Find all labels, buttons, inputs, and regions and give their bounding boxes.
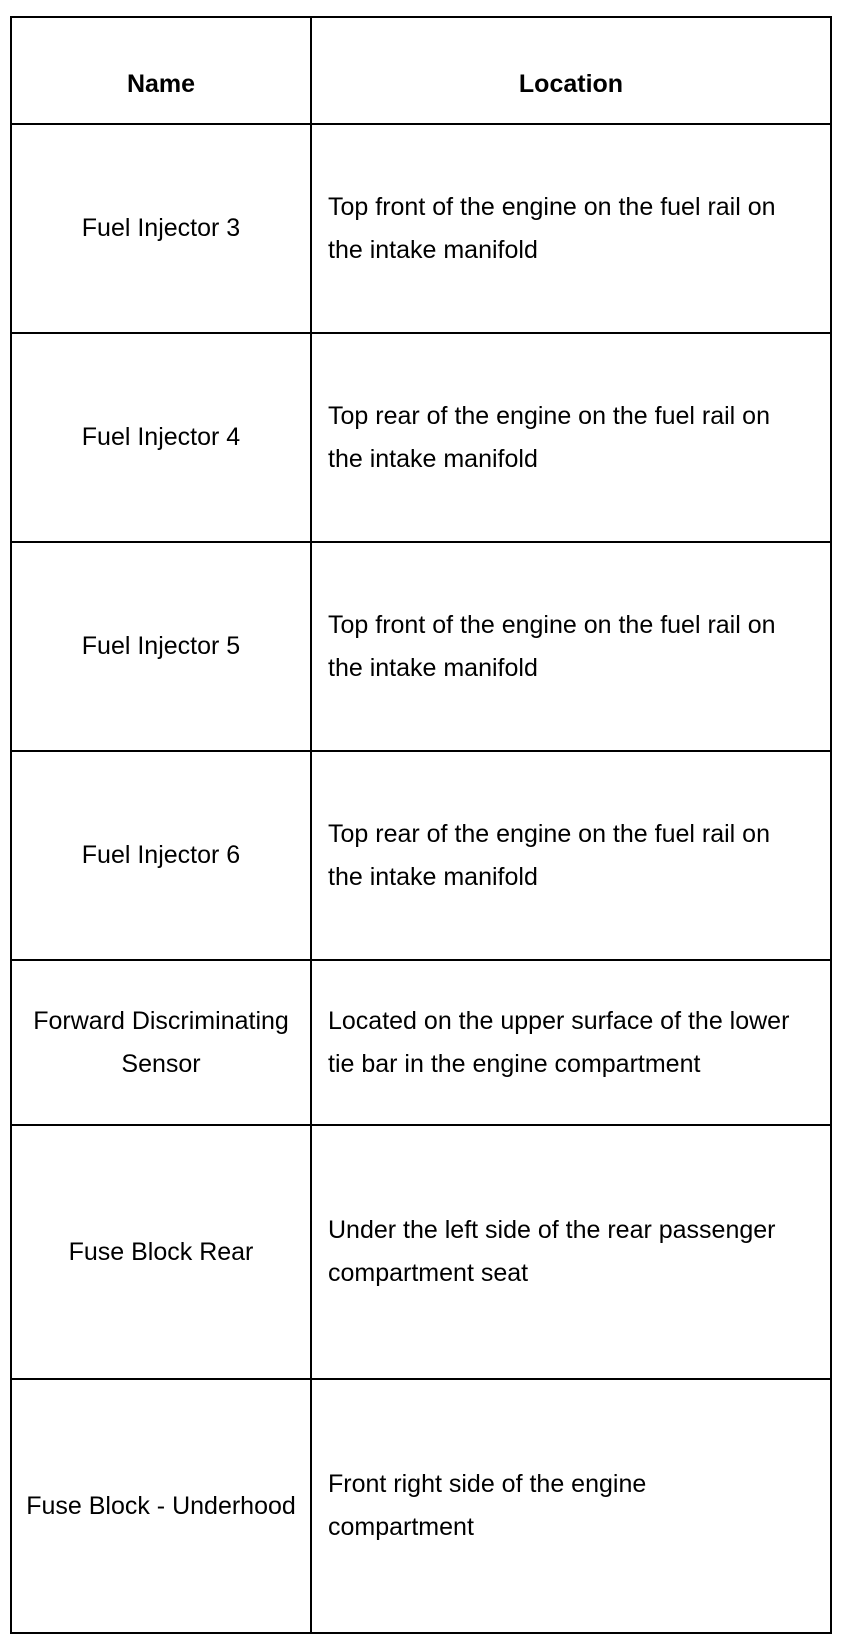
column-header-location: Location: [311, 17, 831, 124]
component-location-cell: Top front of the engine on the fuel rail on the intake manifold: [311, 124, 831, 333]
table-row: [11, 124, 831, 333]
component-location-cell: Top front of the engine on the fuel rail on the intake manifold: [311, 542, 831, 751]
component-name-cell: Forward Discriminating Sensor: [11, 960, 311, 1125]
component-name-cell: Fuel Injector 5: [11, 542, 311, 751]
table-row: [11, 751, 831, 960]
table-row: [11, 333, 831, 542]
component-location-cell: Top rear of the engine on the fuel rail on the intake manifold: [311, 333, 831, 542]
component-name-cell: Fuel Injector 4: [11, 333, 311, 542]
component-name-cell: Fuse Block Rear: [11, 1125, 311, 1379]
table-row: [11, 1125, 831, 1379]
table-row: [11, 542, 831, 751]
component-location-cell: Front right side of the engine compartment: [311, 1379, 831, 1633]
component-name-cell: Fuel Injector 6: [11, 751, 311, 960]
component-location-cell: Top rear of the engine on the fuel rail on the intake manifold: [311, 751, 831, 960]
component-location-cell: Located on the upper surface of the lower tie bar in the engine compartment: [311, 960, 831, 1125]
table-header-row: [11, 17, 831, 124]
component-name-cell: Fuse Block - Underhood: [11, 1379, 311, 1633]
component-location-table: [10, 16, 832, 1634]
table-row: [11, 960, 831, 1125]
table-row: [11, 1379, 831, 1633]
component-name-cell: Fuel Injector 3: [11, 124, 311, 333]
column-header-name: Name: [11, 17, 311, 124]
component-location-cell: Under the left side of the rear passenger compartment seat: [311, 1125, 831, 1379]
